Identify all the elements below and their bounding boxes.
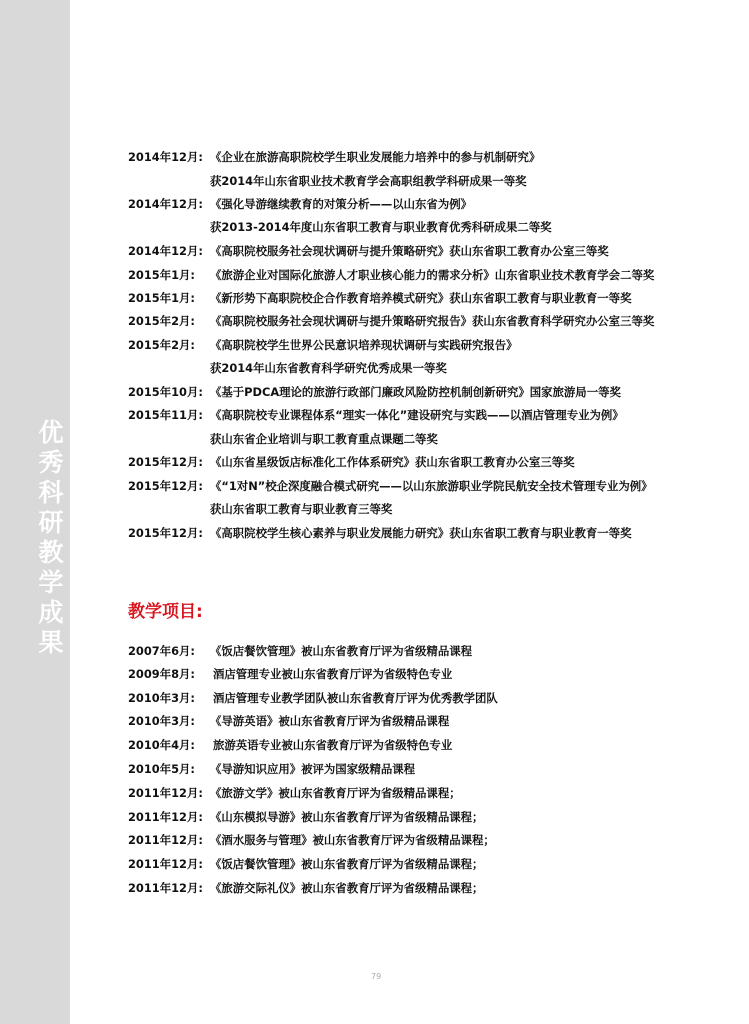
entry-text: 《导游知识应用》被评为国家级精品课程 <box>210 762 416 776</box>
entry-text: 获山东省职工教育与职业教育三等奖 <box>210 502 393 516</box>
entry-text: 《山东模拟导游》被山东省教育厅评为省级精品课程； <box>210 810 484 824</box>
entry-date: 2007年6月: <box>128 644 195 658</box>
list-item <box>128 357 728 379</box>
entry-date: 2010年3月: <box>128 691 195 705</box>
entry-text: 《旅游文学》被山东省教育厅评为省级精品课程； <box>210 786 461 800</box>
list-item <box>128 806 728 828</box>
entry-date: 2011年12月: <box>128 881 203 895</box>
list-item <box>128 782 728 804</box>
list-item <box>128 146 728 168</box>
entry-date: 2015年1月: <box>128 268 195 282</box>
entry-date: 2015年12月: <box>128 526 203 540</box>
list-item <box>128 734 728 756</box>
entry-text: 获2013-2014年度山东省职工教育与职业教育优秀科研成果二等奖 <box>210 220 552 234</box>
list-item <box>128 853 728 875</box>
entry-date: 2015年2月: <box>128 338 195 352</box>
entry-date: 2015年2月: <box>128 314 195 328</box>
sidebar <box>0 0 70 1024</box>
list-item <box>128 310 728 332</box>
list-item <box>128 687 728 709</box>
entry-date: 2010年3月: <box>128 714 195 728</box>
list-item <box>128 264 728 286</box>
list-item <box>128 877 728 899</box>
list-item <box>128 475 728 497</box>
entry-text: 《高职院校学生核心素养与职业发展能力研究》获山东省职工教育与职业教育一等奖 <box>210 526 632 540</box>
entry-date: 2011年12月: <box>128 857 203 871</box>
entry-text: 获2014年山东省教育科学研究优秀成果一等奖 <box>210 361 447 375</box>
list-item <box>128 404 728 426</box>
entry-text: 《“1对N”校企深度融合模式研究——以山东旅游职业学院民航安全技术管理专业为例》 <box>210 479 653 493</box>
list-item <box>128 428 728 450</box>
entry-date: 2015年12月: <box>128 455 203 469</box>
entry-date: 2014年12月: <box>128 197 203 211</box>
sidebar-title: 优秀科研教学成果 <box>38 418 64 657</box>
entry-text: 获2014年山东省职业技术教育学会高职组教学科研成果一等奖 <box>210 174 527 188</box>
entry-text: 旅游英语专业被山东省教育厅评为省级特色专业 <box>213 738 453 752</box>
entry-text: 《企业在旅游高职院校学生职业发展能力培养中的参与机制研究》 <box>210 150 541 164</box>
list-item <box>128 710 728 732</box>
entry-date: 2015年12月: <box>128 479 203 493</box>
entry-date: 2015年10月: <box>128 385 203 399</box>
entry-text: 《高职院校服务社会现状调研与提升策略研究》获山东省职工教育办公室三等奖 <box>210 244 609 258</box>
entry-text: 《旅游企业对国际化旅游人才职业核心能力的需求分析》山东省职业技术教育学会二等奖 <box>210 268 655 282</box>
entry-date: 2009年8月: <box>128 667 195 681</box>
list-item <box>128 170 728 192</box>
page-number: 79 <box>371 972 382 981</box>
entry-date: 2015年1月: <box>128 291 195 305</box>
entry-date: 2011年12月: <box>128 786 203 800</box>
entry-text: 《酒水服务与管理》被山东省教育厅评为省级精品课程； <box>210 833 495 847</box>
list-item <box>128 216 728 238</box>
entry-text: 《基于PDCA理论的旅游行政部门廉政风险防控机制创新研究》国家旅游局一等奖 <box>210 385 621 399</box>
list-item <box>128 240 728 262</box>
entry-date: 2014年12月: <box>128 150 203 164</box>
list-item <box>128 451 728 473</box>
entry-text: 《导游英语》被山东省教育厅评为省级精品课程 <box>210 714 450 728</box>
entry-text: 《饭店餐饮管理》被山东省教育厅评为省级精品课程 <box>210 644 472 658</box>
entry-text: 酒店管理专业被山东省教育厅评为省级特色专业 <box>213 667 453 681</box>
entry-date: 2010年5月: <box>128 762 195 776</box>
list-item <box>128 829 728 851</box>
list-item <box>128 381 728 403</box>
entry-text: 《高职院校学生世界公民意识培养现状调研与实践研究报告》 <box>210 338 518 352</box>
list-item <box>128 758 728 780</box>
entry-date: 2010年4月: <box>128 738 195 752</box>
entry-text: 《高职院校专业课程体系“理实一体化”建设研究与实践——以酒店管理专业为例》 <box>210 408 624 422</box>
entry-text: 《旅游交际礼仪》被山东省教育厅评为省级精品课程； <box>210 881 484 895</box>
list-item <box>128 498 728 520</box>
entry-text: 《山东省星级饭店标准化工作体系研究》获山东省职工教育办公室三等奖 <box>210 455 575 469</box>
section-heading-teaching-projects: 教学项目: <box>128 602 203 622</box>
entry-date: 2014年12月: <box>128 244 203 258</box>
entry-date: 2015年11月: <box>128 408 203 422</box>
entry-text: 《强化导游继续教育的对策分析——以山东省为例》 <box>210 197 472 211</box>
list-item <box>128 522 728 544</box>
entry-date: 2011年12月: <box>128 810 203 824</box>
entry-text: 《新形势下高职院校企合作教育培养模式研究》获山东省职工教育与职业教育一等奖 <box>210 291 632 305</box>
entry-date: 2011年12月: <box>128 833 203 847</box>
entry-text: 酒店管理专业教学团队被山东省教育厅评为优秀教学团队 <box>213 691 498 705</box>
list-item <box>128 193 728 215</box>
list-item <box>128 640 728 662</box>
entry-text: 获山东省企业培训与职工教育重点课题二等奖 <box>210 432 438 446</box>
list-item <box>128 287 728 309</box>
list-item <box>128 663 728 685</box>
entry-text: 《饭店餐饮管理》被山东省教育厅评为省级精品课程； <box>210 857 484 871</box>
list-item <box>128 334 728 356</box>
entry-text: 《高职院校服务社会现状调研与提升策略研究报告》获山东省教育科学研究办公室三等奖 <box>210 314 655 328</box>
